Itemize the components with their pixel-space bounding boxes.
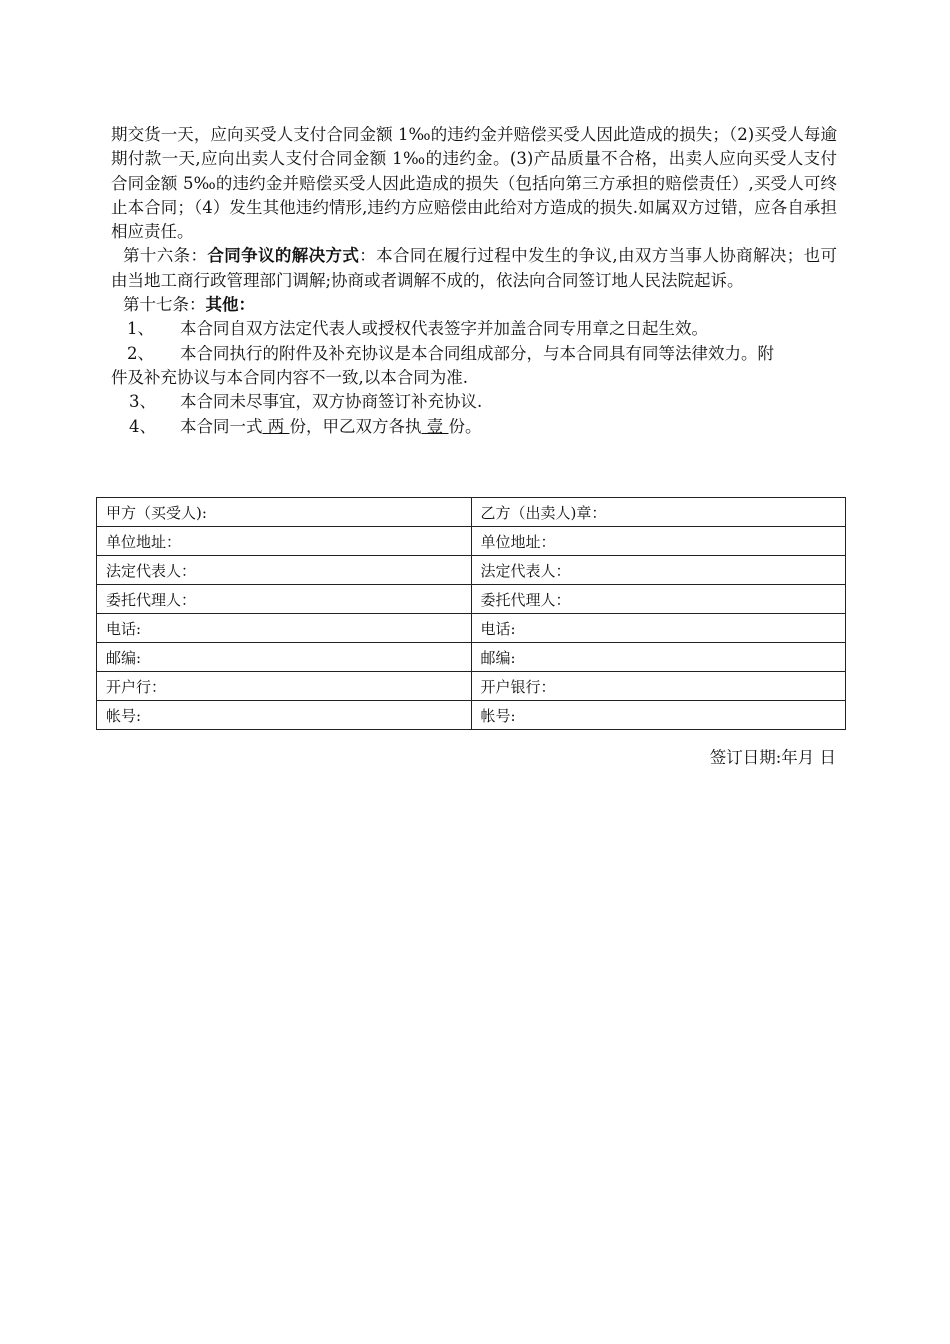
party-b-field: 乙方（出卖人)章： xyxy=(471,498,846,527)
article-16-number: 第十六条： xyxy=(123,246,208,266)
party-a-field: 法定代表人： xyxy=(97,556,472,585)
table-row xyxy=(97,498,846,527)
list-item-number: 1、 xyxy=(127,319,154,339)
list-item xyxy=(111,342,837,366)
article-16 xyxy=(111,244,837,293)
copies-total-blank: 两 xyxy=(262,416,290,436)
table-row xyxy=(97,643,846,672)
list-item xyxy=(111,317,837,341)
signature-table xyxy=(96,497,846,730)
signing-date: 签订日期:年月 日 xyxy=(709,748,836,767)
party-b-field: 邮编: xyxy=(471,643,846,672)
article-17-number: 第十七条： xyxy=(123,295,206,315)
list-item-text: 本合同执行的附件及补充协议是本合同组成部分，与本合同具有同等法律效力。附 xyxy=(180,343,774,363)
party-a-field: 邮编: xyxy=(97,643,472,672)
contract-text xyxy=(111,123,837,439)
party-a-field: 委托代理人： xyxy=(97,585,472,614)
table-row xyxy=(97,672,846,701)
list-item-number: 2、 xyxy=(127,343,154,363)
article-17 xyxy=(111,293,837,317)
table-row xyxy=(97,556,846,585)
party-a-field: 单位地址： xyxy=(97,527,472,556)
table-row xyxy=(97,527,846,556)
list-item xyxy=(111,415,837,439)
party-b-field: 委托代理人： xyxy=(471,585,846,614)
party-a-field: 开户行： xyxy=(97,672,472,701)
party-b-field: 电话: xyxy=(471,614,846,643)
list-item-number: 3、 xyxy=(129,392,156,412)
article-17-title: 其他： xyxy=(205,295,255,315)
list-item-text: 份。 xyxy=(448,416,482,436)
party-b-field: 单位地址： xyxy=(471,527,846,556)
list-item-text: 本合同未尽事宜，双方协商签订补充协议. xyxy=(180,392,483,412)
table-row xyxy=(97,701,846,730)
party-a-field: 电话: xyxy=(97,614,472,643)
party-b-field: 法定代表人： xyxy=(471,556,846,585)
copies-each-blank: 壹 xyxy=(421,416,449,436)
table-row xyxy=(97,585,846,614)
list-item xyxy=(111,390,837,414)
article-16-body: ：本合同在履行过程中发生的争议,由双方当事人协商解决；也可由当地工商行政管理部门调解;协商或者调解不成的，依法向合同签订地人民法院起诉。 xyxy=(111,246,837,290)
table-row xyxy=(97,614,846,643)
list-item-number: 4、 xyxy=(129,416,156,436)
party-b-field: 开户银行： xyxy=(471,672,846,701)
list-item-text: 份，甲乙双方各执 xyxy=(289,416,422,436)
article-16-title: 合同争议的解决方式 xyxy=(207,246,360,266)
list-item-text: 本合同一式 xyxy=(180,416,263,436)
party-a-field: 帐号: xyxy=(97,701,472,730)
breach-clause-paragraph: 期交货一天，应向买受人支付合同金额 1‰的违约金并赔偿买受人因此造成的损失；（2)买受人每逾期付款一天,应向出卖人支付合同金额 1‰的违约金。(3)产品质量不合格，出卖人应向买受人支付合同金额 5‰的违约金并赔偿买受人因此造成的损失（包括向第三方承担的赔偿责任）,买受人可终止本合同；（4）发生其他违约情形,违约方应赔偿由此给对方造成的损失.如属双方过错，应各自承担相应责任。 xyxy=(111,125,837,242)
list-item-text: 本合同自双方法定代表人或授权代表签字并加盖合同专用章之日起生效。 xyxy=(180,319,708,339)
party-b-field: 帐号: xyxy=(471,701,846,730)
party-a-field: 甲方（买受人): xyxy=(97,498,472,527)
list-item-continuation: 件及补充协议与本合同内容不一致,以本合同为准. xyxy=(111,367,468,387)
